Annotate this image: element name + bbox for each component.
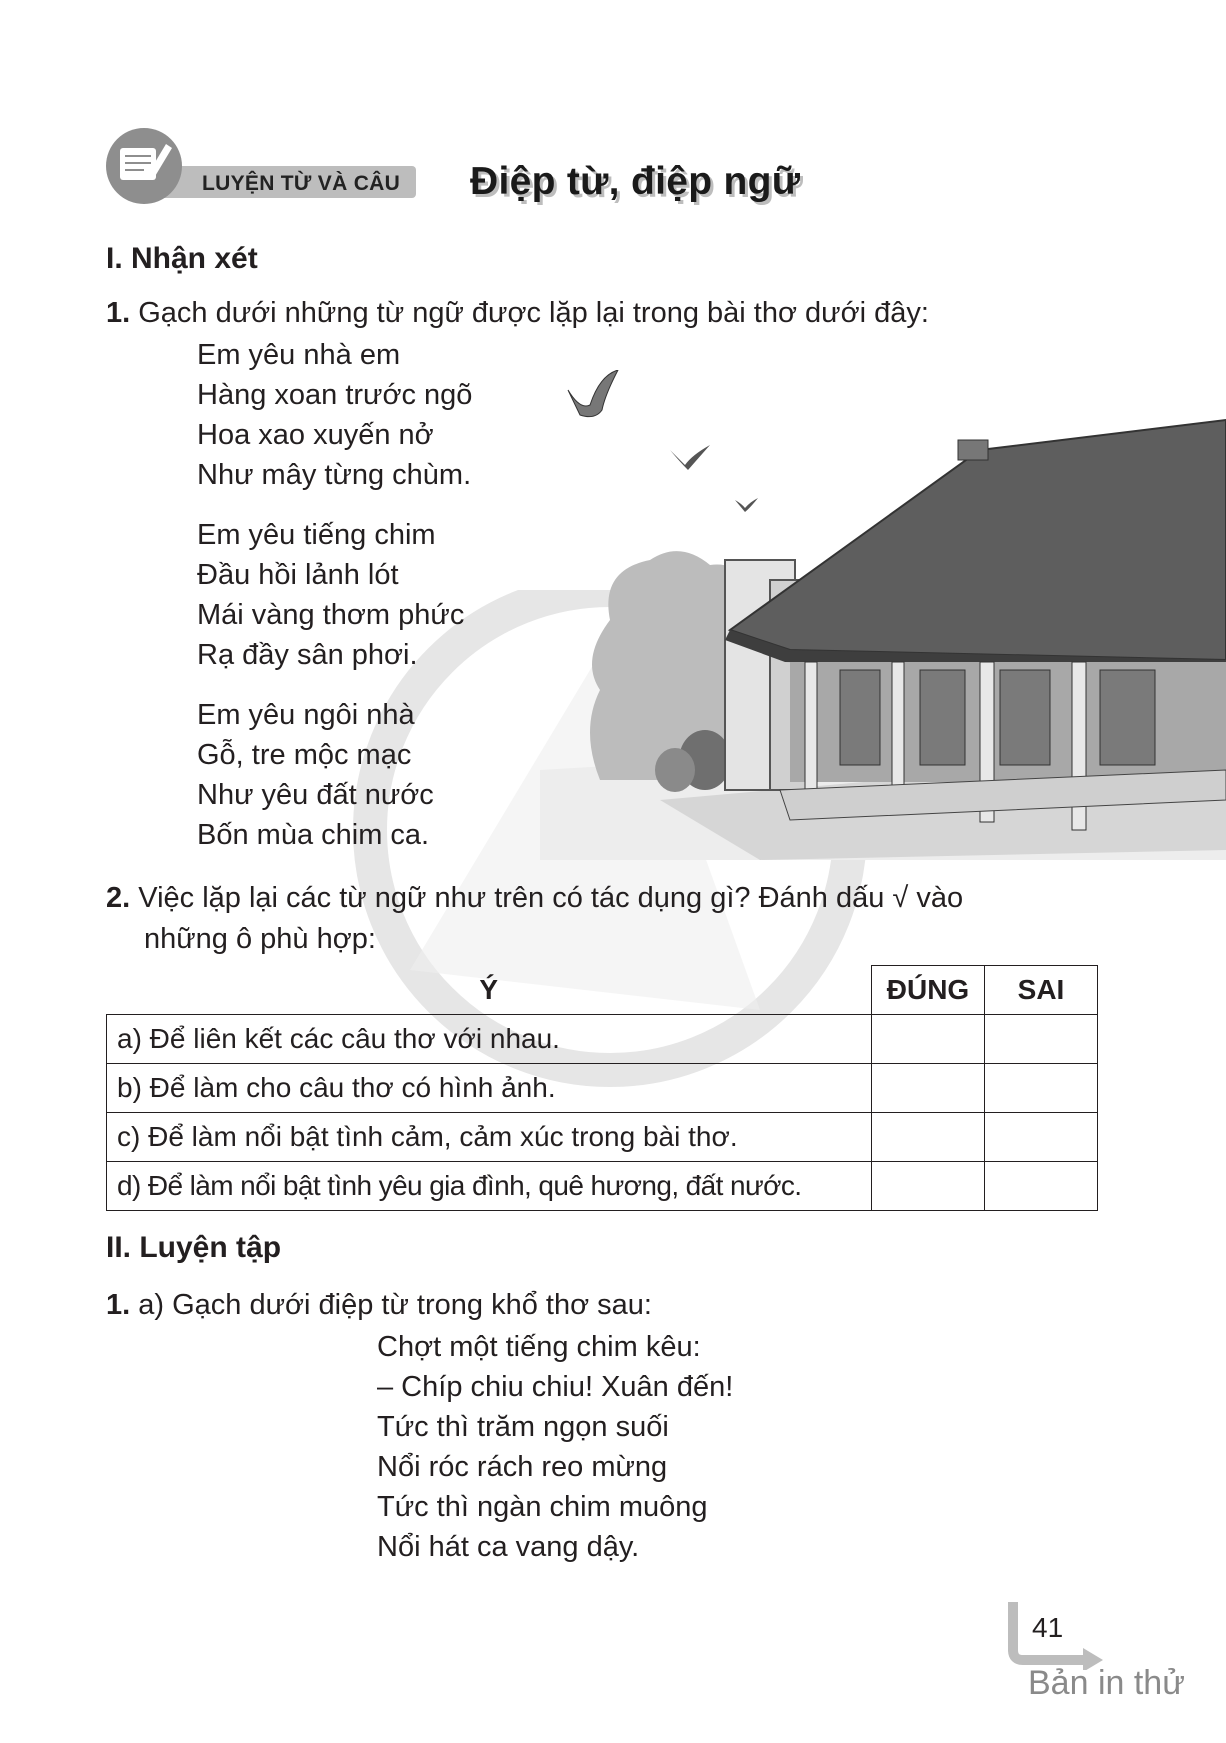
checkbox-dung[interactable] bbox=[872, 1162, 985, 1211]
statement-cell: b) Để làm cho câu thơ có hình ảnh. bbox=[107, 1064, 872, 1113]
exercise-1 bbox=[106, 1285, 652, 1326]
question-number: 1. bbox=[106, 297, 131, 329]
poem-line: Hoa xao xuyến nở bbox=[197, 419, 434, 451]
table-row bbox=[107, 1064, 1098, 1113]
poem-line: Như mây từng chùm. bbox=[197, 459, 472, 491]
checkbox-sai[interactable] bbox=[985, 1113, 1098, 1162]
notebook-pencil-icon bbox=[106, 128, 182, 204]
poem-line: Chợt một tiếng chim kêu: bbox=[377, 1331, 701, 1363]
exercise-poem bbox=[377, 1327, 733, 1567]
answer-table bbox=[106, 965, 1098, 1211]
table-row bbox=[107, 1162, 1098, 1211]
poem-line: Nổi hát ca vang dậy. bbox=[377, 1531, 640, 1563]
lesson-category: LUYỆN TỪ VÀ CÂU bbox=[202, 172, 401, 195]
checkbox-dung[interactable] bbox=[872, 1113, 985, 1162]
column-header-sai: SAI bbox=[985, 966, 1098, 1015]
section-heading-luyen-tap: II. Luyện tập bbox=[106, 1231, 282, 1264]
poem-line: Em yêu tiếng chim bbox=[197, 519, 436, 551]
question-1 bbox=[106, 293, 929, 334]
lesson-title: Điệp từ, điệp ngữ bbox=[470, 160, 801, 203]
table-row bbox=[107, 1113, 1098, 1162]
checkbox-sai[interactable] bbox=[985, 1064, 1098, 1113]
house-illustration bbox=[540, 370, 1226, 860]
poem-line: Em yêu nhà em bbox=[197, 339, 401, 371]
poem-line: Rạ đầy sân phơi. bbox=[197, 639, 418, 671]
column-header-y: Ý bbox=[107, 966, 872, 1015]
question-2 bbox=[106, 878, 1098, 959]
question-text-line2: những ô phù hợp: bbox=[144, 922, 376, 955]
poem-stanza-1 bbox=[197, 335, 472, 495]
checkbox-dung[interactable] bbox=[872, 1015, 985, 1064]
page-number: 41 bbox=[1032, 1612, 1064, 1643]
poem-line: Đầu hồi lảnh lót bbox=[197, 559, 399, 591]
poem-stanza-2 bbox=[197, 515, 464, 675]
table-row bbox=[107, 1015, 1098, 1064]
question-number: 2. bbox=[106, 882, 131, 914]
statement-cell: c) Để làm nổi bật tình cảm, cảm xúc trong bài thơ. bbox=[107, 1113, 872, 1162]
question-text-line1: Việc lặp lại các từ ngữ như trên có tác dụng gì? Đánh dấu √ vào bbox=[138, 882, 964, 914]
statement-cell: d) Để làm nổi bật tình yêu gia đình, quê hương, đất nước. bbox=[107, 1162, 872, 1211]
checkbox-sai[interactable] bbox=[985, 1015, 1098, 1064]
column-header-dung: ĐÚNG bbox=[872, 966, 985, 1015]
poem-line: Tức thì trăm ngọn suối bbox=[377, 1411, 669, 1443]
checkbox-dung[interactable] bbox=[872, 1064, 985, 1113]
poem-line: Bốn mùa chim ca. bbox=[197, 819, 430, 851]
lesson-category-badge bbox=[106, 128, 416, 204]
poem-line: Em yêu ngôi nhà bbox=[197, 699, 415, 731]
trial-print-label: Bản in thử bbox=[1028, 1664, 1185, 1702]
poem-line: – Chíp chiu chiu! Xuân đến! bbox=[377, 1371, 734, 1403]
poem-line: Nổi róc rách reo mừng bbox=[377, 1451, 668, 1483]
section-heading-nhan-xet: I. Nhận xét bbox=[106, 242, 258, 275]
question-number: 1. bbox=[106, 1289, 131, 1321]
checkbox-sai[interactable] bbox=[985, 1162, 1098, 1211]
poem-line: Tức thì ngàn chim muông bbox=[377, 1491, 708, 1523]
poem-line: Hàng xoan trước ngõ bbox=[197, 379, 473, 411]
poem-line: Như yêu đất nước bbox=[197, 779, 434, 811]
question-text: a) Gạch dưới điệp từ trong khổ thơ sau: bbox=[138, 1289, 652, 1321]
poem-line: Gỗ, tre mộc mạc bbox=[197, 739, 412, 771]
poem-stanza-3 bbox=[197, 695, 434, 855]
poem-line: Mái vàng thơm phức bbox=[197, 599, 465, 631]
statement-cell: a) Để liên kết các câu thơ với nhau. bbox=[107, 1015, 872, 1064]
question-text: Gạch dưới những từ ngữ được lặp lại trong bài thơ dưới đây: bbox=[138, 297, 929, 329]
